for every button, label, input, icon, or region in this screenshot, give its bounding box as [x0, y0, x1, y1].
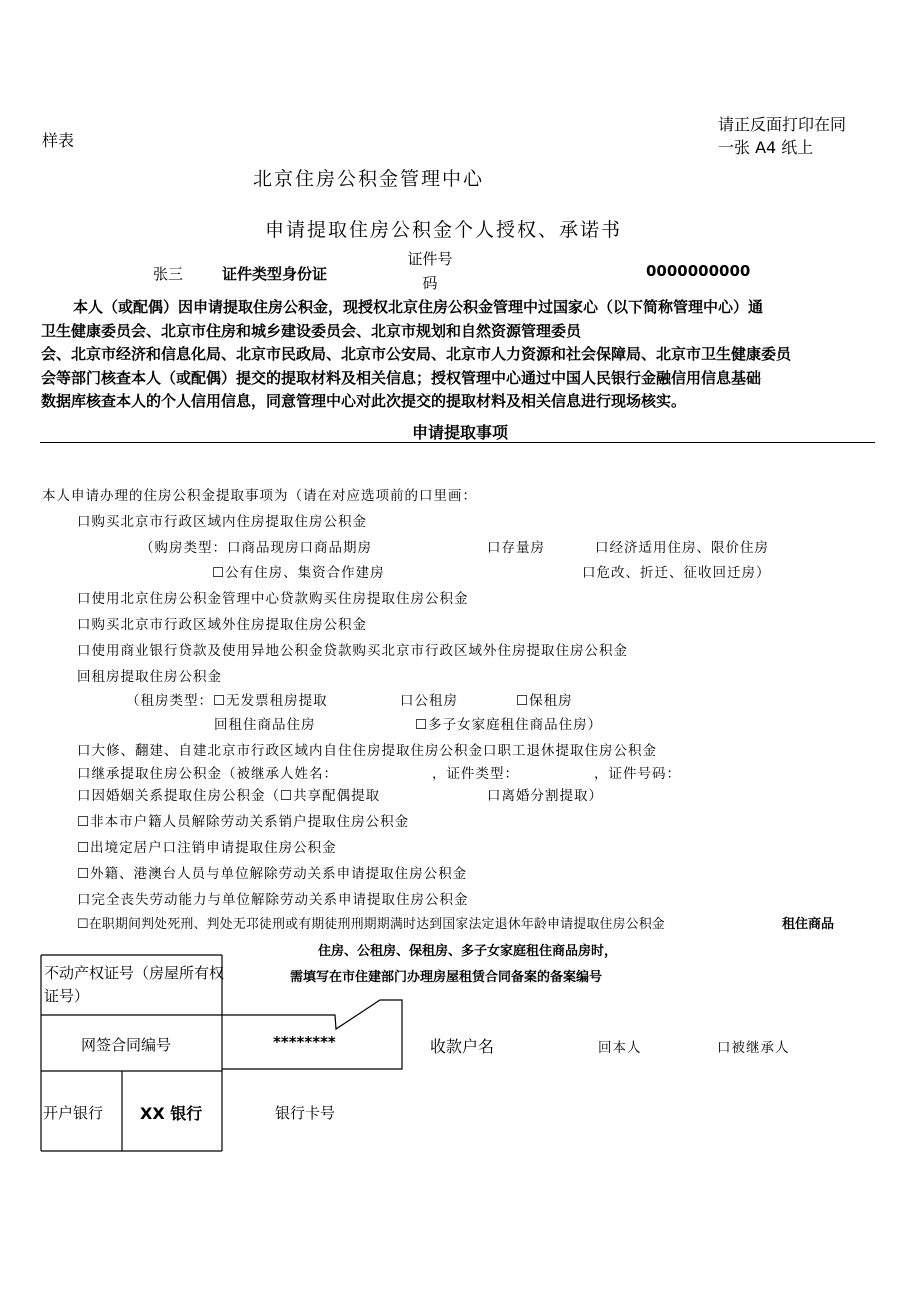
option-marriage[interactable]: 口因婚姻关系提取住房公积金（☐共享配偶提取: [77, 788, 381, 804]
id-number-label: 证件号码: [407, 250, 453, 292]
rent-type-guaranteed[interactable]: ☐保租房: [516, 693, 573, 709]
option-disability[interactable]: 口完全丧失劳动能力与单位解除劳动关系申请提取住房公积金: [77, 892, 469, 908]
consent-line: 数据库核查本人的个人信用信息，同意管理中心对此次提交的提取材料及相关信息进行现场核实。: [41, 392, 687, 410]
option-foreign[interactable]: ☐外籍、港澳台人员与单位解除劳动关系申请提取住房公积金: [77, 866, 468, 882]
sample-label: 样表: [42, 131, 75, 150]
option-repair-retire[interactable]: 口大修、翻建、自建北京市行政区域内自住住房提取住房公积金口职工退休提取住房公积金: [77, 743, 657, 759]
property-cert-label: 不动产权证号（房屋所有权证号）: [44, 964, 225, 1005]
consent-line: 会、北京市经济和信息化局、北京市民政局、北京市公安局、北京市人力资源和社会保障局、北京市卫生健康委员: [41, 345, 792, 363]
inherit-id-type: ，证件类型：: [432, 766, 519, 782]
consent-line: 本人（或配偶）因申请提取住房公积金，现授权北京住房公积金管理中过国家心（以下简称管理中心）通: [73, 298, 764, 316]
document-title: 申请提取住房公积金个人授权、承诺书: [265, 219, 623, 241]
option-sentenced[interactable]: ☐在职期间判处死刑、判处无邛徒刑或有期徒刑刑期期满时达到国家法定退休年龄申请提取住房公积金: [77, 917, 666, 932]
options-intro: 本人申请办理的住房公积金提取事项为（请在对应选项前的口里画：: [42, 488, 477, 504]
card-label: 银行卡号: [275, 1104, 336, 1122]
buy-type-affordable[interactable]: 口经济适用住房、限价住房: [595, 540, 769, 556]
payee-heir[interactable]: 口被继承人: [717, 1040, 790, 1056]
rent-type-public[interactable]: 口公租房: [400, 693, 458, 709]
contract-label: 网签合同编号: [81, 1036, 172, 1054]
print-note: 请正反面打印在同一张 A4 纸上: [718, 115, 847, 157]
id-number[interactable]: 0000000000: [646, 262, 751, 280]
rent-note-3: 需填写在市住建部门办理房屋租赁合同备案的备案编号: [290, 970, 603, 985]
rent-note-2: 住房、公租房、保租房、多子女家庭租住商品房时，: [318, 944, 618, 959]
buy-type-commercial[interactable]: （购房类型：口商品现房口商品期房: [140, 540, 372, 556]
payee-self[interactable]: 回本人: [598, 1040, 642, 1056]
center-name: 北京住房公积金管理中心: [253, 168, 485, 190]
rent-type-multichild[interactable]: ☐多子女家庭租住商品住房）: [415, 717, 603, 733]
consent-line: 会等部门核查本人（或配偶）提交的提取材料及相关信息；授权管理中心通过中国人民银行金融信用信息基础: [41, 368, 762, 387]
applicant-name[interactable]: 张三: [153, 265, 184, 283]
marriage-divorce[interactable]: 口离婚分割提取）: [487, 788, 603, 804]
rent-type-no-invoice[interactable]: （租房类型：☐无发票租房提取: [126, 693, 328, 709]
buy-type-public[interactable]: ☐公有住房、集资合作建房: [212, 565, 385, 581]
rent-note-1: 租住商品: [782, 917, 835, 932]
id-type[interactable]: 证件类型身份证: [222, 265, 328, 283]
contract-value[interactable]: ********: [273, 1033, 336, 1051]
payee-label: 收款户名: [430, 1037, 495, 1056]
option-rent[interactable]: 回租房提取住房公积金: [77, 669, 222, 685]
option-inherit[interactable]: 口继承提取住房公积金（被继承人姓名：: [77, 766, 338, 782]
consent-line: 卫生健康委员会、北京市住房和城乡建设委员会、北京市规划和自然资源管理委员: [41, 321, 582, 340]
option-non-local[interactable]: ☐非本市户籍人员解除劳动关系销户提取住房公积金: [77, 814, 410, 830]
inherit-id-number: ，证件号码：: [594, 766, 681, 782]
option-loan-commercial[interactable]: 口使用商业银行贷款及使用异地公积金贷款购买北京市行政区域外住房提取住房公积金: [77, 643, 628, 659]
option-buy-outside[interactable]: 口购买北京市行政区域外住房提取住房公积金: [77, 617, 367, 633]
section-title: 申请提取事项: [411, 423, 508, 442]
buy-type-relocation[interactable]: 口危改、折迁、征收回迁房）: [582, 565, 771, 581]
option-buy-in-city[interactable]: 口购买北京市行政区域内住房提取住房公积金: [77, 514, 367, 530]
buy-type-existing[interactable]: 口存量房: [487, 540, 545, 556]
bank-value[interactable]: XX 银行: [140, 1104, 203, 1123]
option-loan-center[interactable]: 口使用北京住房公积金管理中心贷款购买住房提取住房公积金: [77, 591, 469, 607]
option-emigrate[interactable]: ☐出境定居户口注销申请提取住房公积金: [77, 840, 337, 856]
bank-label: 开户银行: [43, 1104, 104, 1122]
rent-type-commercial[interactable]: 回租住商品住房: [214, 717, 316, 733]
